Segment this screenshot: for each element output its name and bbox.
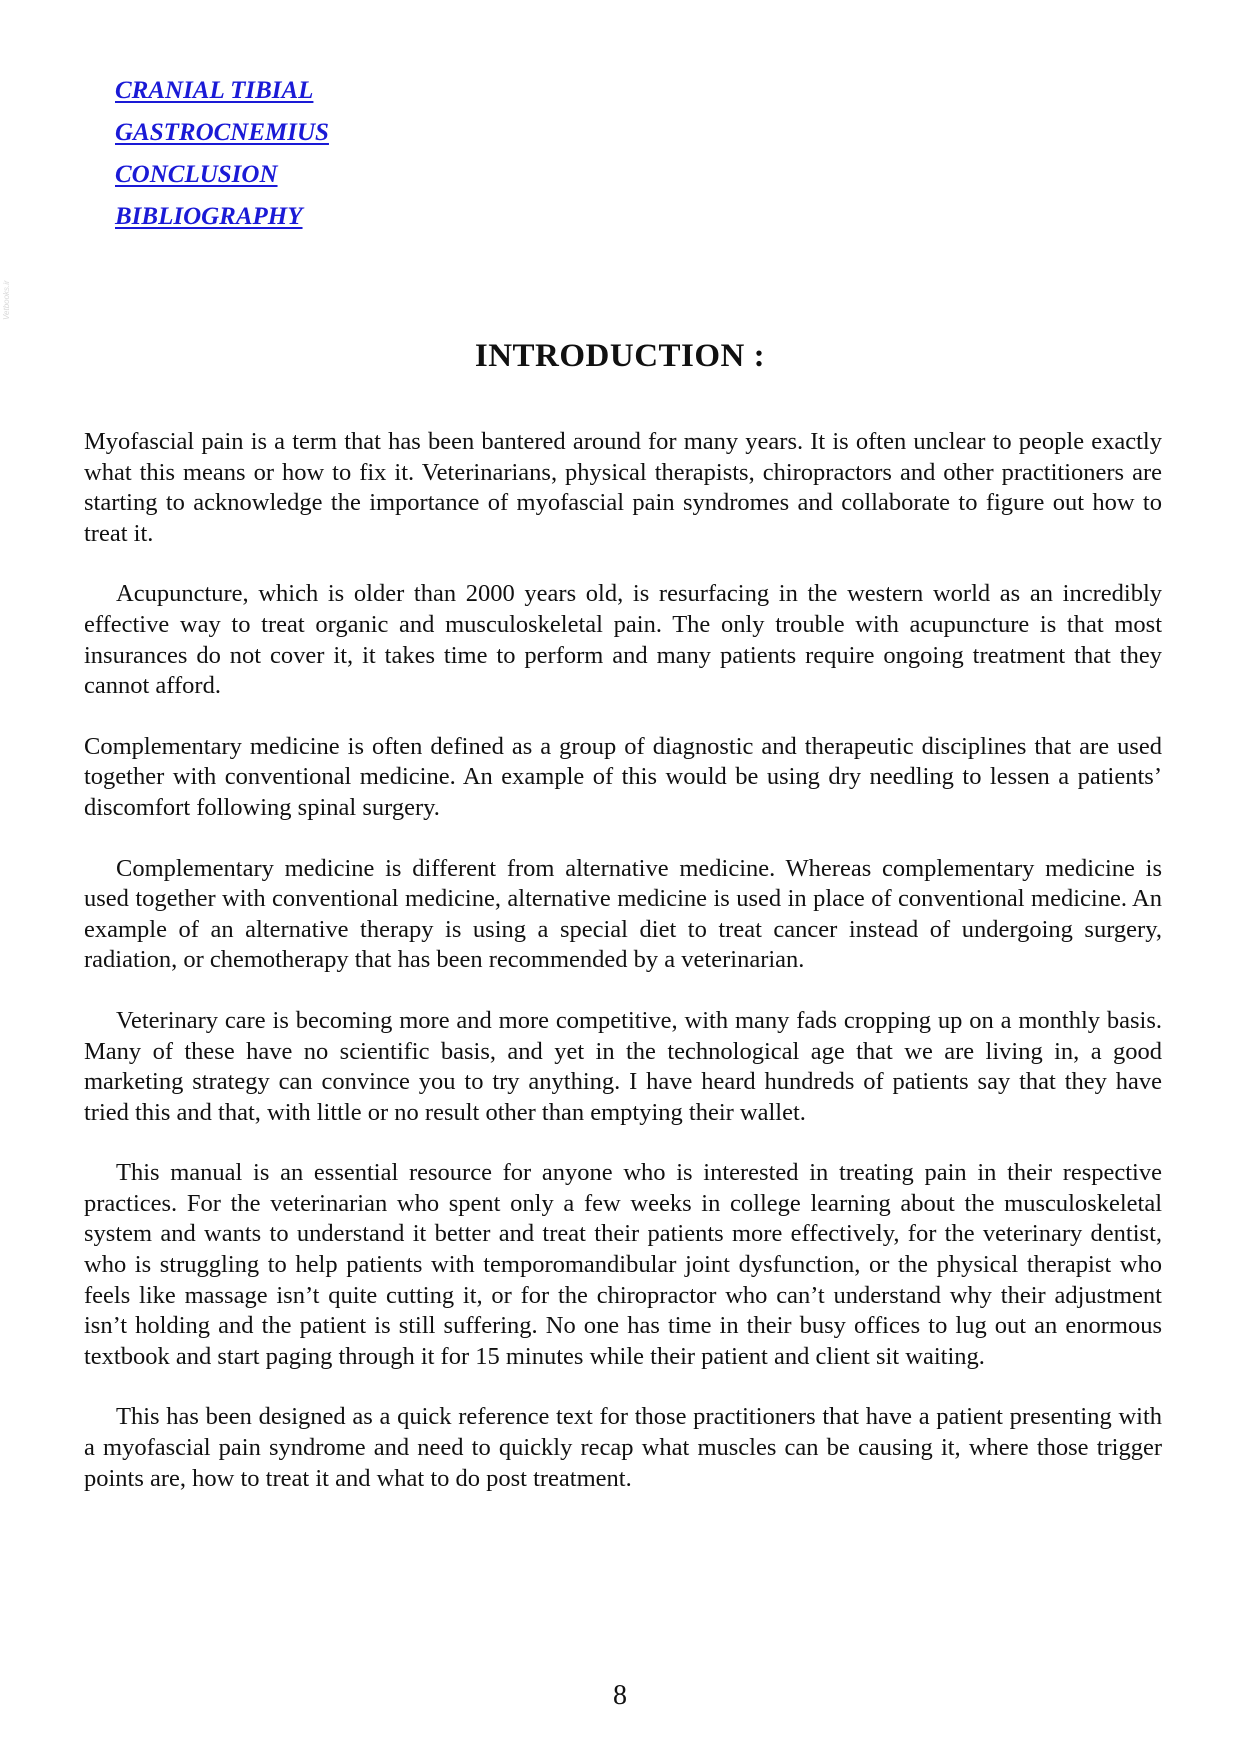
paragraph: Acupuncture, which is older than 2000 years old, is resurfacing in the western world as an incredibly effective way to treat organic and musculoskeletal pain. The only trouble with acupuncture is that most insurances do not cover it, it takes time to perform and many patients require ongoing treatment that they cannot afford.: [84, 580, 1162, 700]
toc-item-cranial-tibial: [115, 72, 329, 114]
toc-item-conclusion: [115, 156, 329, 198]
paragraph: This has been designed as a quick reference text for those practitioners that have a patient presenting with a myofascial pain syndrome and need to quickly recap what muscles can be causing it, where those trigger points are, how to treat it and what to do post treatment.: [84, 1403, 1162, 1492]
paragraph: Myofascial pain is a term that has been bantered around for many years. It is often unclear to people exactly what this means or how to fix it. Veterinarians, physical therapists, chiropractors and other practitioners are starting to acknowledge the importance of myofascial pain syndromes and collaborate to figure out how to treat it.: [84, 428, 1162, 547]
section-body: [84, 427, 1162, 1524]
paragraph: Veterinary care is becoming more and more competitive, with many fads cropping up on a monthly basis. Many of these have no scientific basis, and yet in the technological age that we are living in, a good marketing strategy can convince you to try anything. I have heard hundreds of patients say that they have tried this and that, with little or no result other than emptying their wallet.: [84, 1006, 1162, 1126]
toc-item-bibliography: [115, 198, 329, 240]
page-number: 8: [613, 1680, 627, 1711]
toc-link-bibliography[interactable]: BIBLIOGRAPHY: [115, 203, 303, 230]
watermark: Vetbooks.ir: [2, 280, 11, 320]
paragraph: Complementary medicine is different from alternative medicine. Whereas complementary medicine is used together with conventional medicine, alternative medicine is used in place of conventional medicine. An example of an alternative therapy is using a special diet to treat cancer instead of undergoing surgery, radiation, or chemotherapy that has been recommended by a veterinarian.: [84, 854, 1162, 974]
table-of-contents: [115, 72, 329, 240]
toc-item-gastrocnemius: [115, 114, 329, 156]
section-title: INTRODUCTION :: [474, 338, 766, 374]
paragraph: Complementary medicine is often defined as a group of diagnostic and therapeutic disciplines that are used together with conventional medicine. An example of this would be using dry needling to lessen a patients’ discomfort following spinal surgery.: [84, 732, 1162, 821]
paragraph: This manual is an essential resource for anyone who is interested in treating pain in their respective practices. For the veterinarian who spent only a few weeks in college learning about the musculoskeletal system and wants to understand it better and treat their patients more effectively, for the veterinary dentist, who is struggling to help patients with temporomandibular joint dysfunction, or the physical therapist who feels like massage isn’t quite cutting it, or for the chiropractor who can’t understand why their adjustment isn’t holding and the patient is still suffering. No one has time in their busy offices to lug out an enormous textbook and start paging through it for 15 minutes while their patient and client sit waiting.: [84, 1159, 1162, 1370]
toc-link-cranial-tibial[interactable]: CRANIAL TIBIAL: [115, 77, 314, 104]
toc-link-conclusion[interactable]: CONCLUSION: [115, 161, 278, 188]
toc-link-gastrocnemius[interactable]: GASTROCNEMIUS: [115, 119, 329, 146]
